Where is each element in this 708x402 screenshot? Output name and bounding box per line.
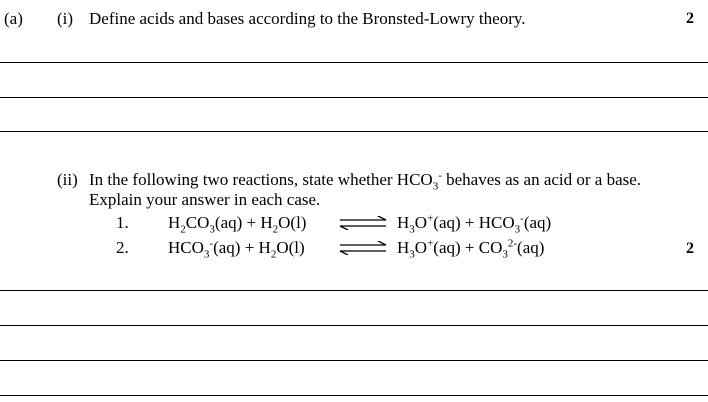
question-i-marks: 2 [686,10,694,27]
reaction-2-reactants: $HCO_3^-(aq) + H_2O(l)$ [168,237,305,261]
answer-line [0,395,708,396]
reaction-2-number: 2. [116,238,129,257]
answer-line [0,131,708,132]
equilibrium-arrow-icon [338,241,388,255]
question-ii-marks: 2 [686,240,694,257]
question-ii-label: (ii) [57,170,78,189]
answer-line [0,360,708,361]
answer-line [0,97,708,98]
question-ii-text: In the following two reactions, state whether $HCO_3^-$ behaves as an acid or a base. [89,169,642,193]
reaction-1-reactants: $H_2CO_3(aq) + H_2O(l)$ [168,213,307,236]
reaction-1-number: 1. [116,213,129,232]
question-i-text: Define acids and bases according to the Bronsted-Lowry theory. [89,9,526,28]
answer-line [0,62,708,63]
part-label: (a) [4,9,23,28]
reaction-2-products: $H_3O^+(aq) + CO_3^{2-}(aq)$ [397,237,545,261]
answer-line [0,325,708,326]
question-i-label: (i) [57,9,74,28]
equilibrium-arrow-icon [338,216,388,230]
question-ii-line2: Explain your answer in each case. [89,190,321,209]
answer-line [0,290,708,291]
reaction-1-products: $H_3O^+(aq) + HCO_3^-(aq)$ [397,212,552,236]
